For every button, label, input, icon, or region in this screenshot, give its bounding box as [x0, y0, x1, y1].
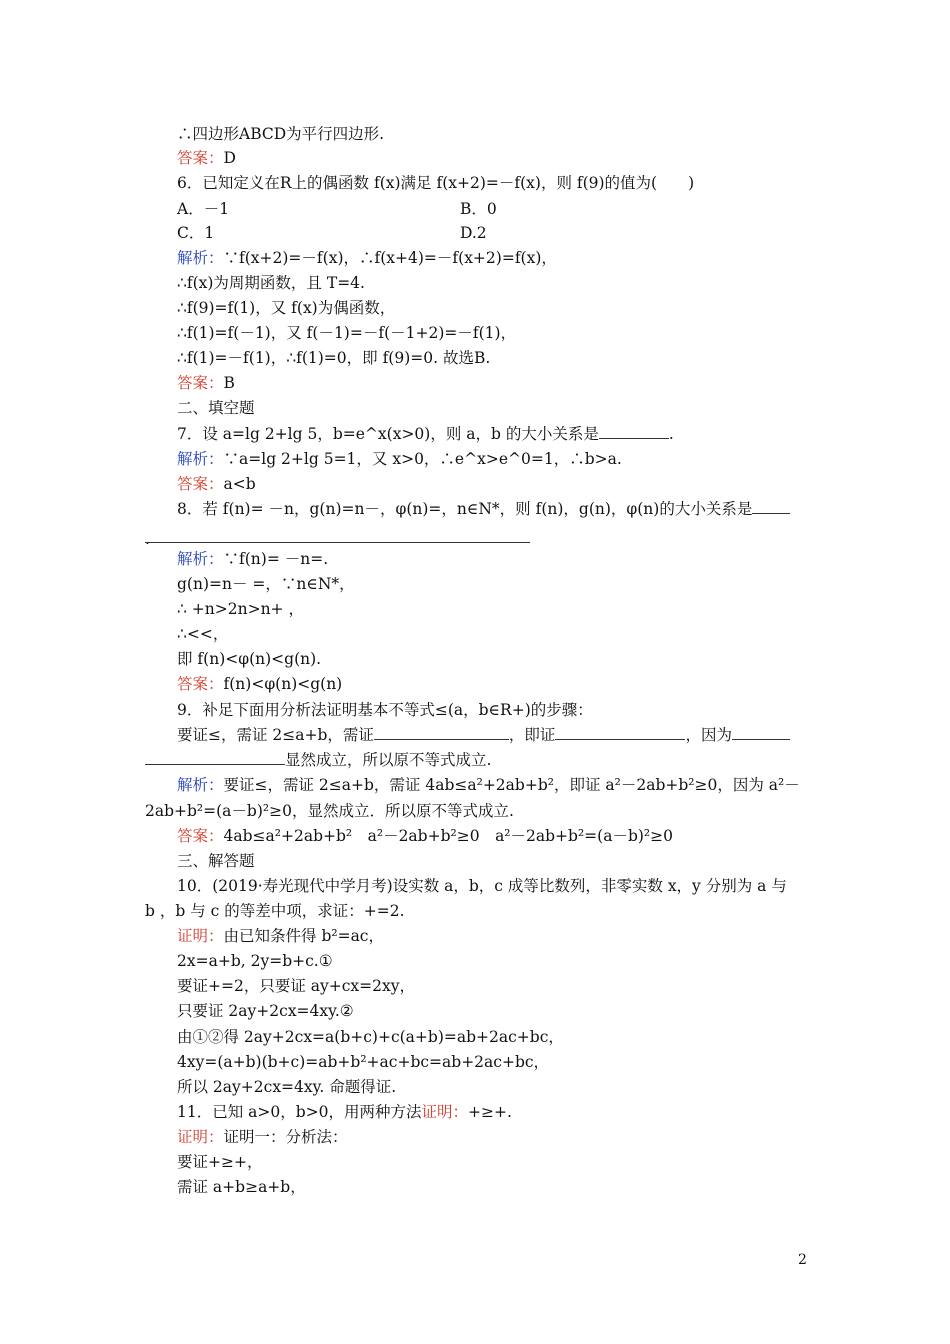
- text-segment: 7．设 a=lg 2+lg 5，b=e^x(x>0)，则 a，b 的大小关系是: [177, 425, 599, 443]
- fill-in-blank: [145, 749, 285, 765]
- text-segment: 4ab≤a²+2ab+b² a²－2ab+b²≥0 a²－2ab+b²=(a－b)²≥0: [223, 827, 673, 845]
- text-segment: 6．已知定义在R上的偶函数 f(x)满足 f(x+2)=－f(x)，则 f(9)的值为( ): [177, 174, 695, 192]
- text-segment: ∵f(n)= －n=.: [223, 550, 329, 568]
- text-line: [177, 1151, 262, 1173]
- text-line: [177, 875, 787, 897]
- fill-in-blank: [752, 498, 790, 514]
- answer-label: 答案：: [177, 675, 224, 693]
- text-line: [177, 347, 490, 369]
- text-line: [177, 648, 321, 670]
- text-segment: ，因为: [685, 726, 732, 744]
- text-line: [177, 222, 487, 244]
- text-segment: 4xy=(a+b)(b+c)=ab+b²+ac+bc=ab+2ac+bc，: [177, 1053, 550, 1071]
- text-line: [177, 925, 384, 947]
- text-segment: 由已知条件得 b²=ac，: [223, 927, 384, 945]
- text-line: [177, 1101, 512, 1123]
- text-line: [177, 598, 304, 620]
- text-line: [145, 800, 514, 822]
- text-segment: 显然成立，所以原不等式成立.: [285, 751, 492, 769]
- text-line: [177, 423, 674, 445]
- text-line: [177, 498, 790, 520]
- text-line: [177, 673, 342, 695]
- answer-label: 证明：: [177, 927, 224, 945]
- text-line: [177, 123, 384, 145]
- text-segment: .: [668, 425, 674, 443]
- text-segment: C．1: [177, 224, 215, 242]
- text-segment: 由①②得 2ay+2cx=a(b+c)+c(a+b)=ab+2ac+bc，: [177, 1028, 564, 1046]
- text-line: [177, 372, 235, 394]
- text-segment: D.2: [460, 224, 487, 242]
- text-segment: 证明一：分析法：: [223, 1128, 348, 1146]
- answer-label: 答案：: [177, 827, 224, 845]
- text-segment: 2ab+b²=(a－b)²≥0，显然成立．所以原不等式成立.: [145, 802, 514, 820]
- fill-in-blank: [374, 724, 509, 740]
- text-line: [177, 1076, 396, 1098]
- text-line: [177, 1026, 564, 1048]
- text-line: [177, 272, 365, 294]
- text-line: [177, 172, 694, 194]
- text-segment: 三、解答题: [177, 852, 255, 870]
- text-segment: ，即证: [508, 726, 556, 744]
- text-segment: B．0: [460, 200, 497, 218]
- text-line: [177, 473, 256, 495]
- text-line: [177, 448, 622, 470]
- text-segment: 8．若 f(n)= －n，g(n)=n－，φ(n)=，n∈N*，则 f(n)，g(n)，φ(n)的大小关系是: [177, 500, 753, 518]
- text-line: [177, 198, 497, 220]
- text-segment: +≥+.: [468, 1103, 512, 1121]
- text-segment: ∵f(x+2)=－f(x)，∴f(x+4)=－f(x+2)=f(x)，: [223, 249, 557, 267]
- answer-label: 证明：: [177, 1128, 224, 1146]
- text-line: [177, 397, 255, 419]
- text-segment: 11．已知 a>0，b>0，用两种方法: [177, 1103, 422, 1121]
- text-segment: ∵a=lg 2+lg 5=1，又 x>0，∴e^x>e^0=1，∴b>a.: [223, 450, 622, 468]
- text-segment: ∴f(1)=f(－1)，又 f(－1)=－f(－1+2)=－f(1)，: [177, 324, 517, 342]
- text-segment: ∴f(9)=f(1)，又 f(x)为偶函数，: [177, 299, 396, 317]
- text-segment: A．－1: [177, 200, 230, 218]
- answer-label: 证明：: [421, 1103, 469, 1121]
- text-segment: B: [223, 374, 235, 392]
- text-segment: 所以 2ay+2cx=4xy. 命题得证.: [177, 1078, 397, 1096]
- text-line: [145, 749, 491, 771]
- text-segment: ∴ +n>2n>n+ ，: [177, 600, 304, 618]
- fill-in-blank: [599, 423, 669, 439]
- analysis-label: 解析：: [177, 249, 224, 267]
- text-segment: 二、填空题: [177, 399, 255, 417]
- text-line: [177, 774, 800, 796]
- text-line: [177, 1126, 348, 1148]
- text-line: [177, 548, 328, 570]
- text-segment: [385, 528, 390, 550]
- text-line: [177, 1176, 306, 1198]
- text-segment: D: [223, 149, 236, 167]
- analysis-label: 解析：: [177, 776, 224, 794]
- text-line: [177, 247, 557, 269]
- text-line: [177, 699, 593, 721]
- text-line: [177, 975, 415, 997]
- text-line: [177, 322, 516, 344]
- text-segment: ∴f(1)=－f(1)，∴f(1)=0，即 f(9)=0. 故选B.: [177, 349, 491, 367]
- text-line: [177, 623, 228, 645]
- text-line: [177, 850, 255, 872]
- text-segment: g(n)=n－ =，∵n∈N*，: [177, 575, 355, 593]
- text-line: [177, 825, 673, 847]
- text-segment: ∴<<，: [177, 625, 229, 643]
- text-segment: 10．(2019·寿光现代中学月考)设实数 a，b，c 成等比数列，非零实数 x，y 分别为 a 与: [177, 877, 787, 895]
- text-line: [177, 1000, 354, 1022]
- text-segment: b ，b 与 c 的等差中项，求证：+=2.: [145, 902, 405, 920]
- text-segment: 要证+=2，只要证 ay+cx=2xy，: [177, 977, 416, 995]
- text-segment: ∴f(x)为周期函数，且 T=4.: [177, 274, 365, 292]
- text-segment: 即 f(n)<φ(n)<g(n).: [177, 650, 322, 668]
- text-segment: 要证+≥+，: [177, 1153, 263, 1171]
- text-segment: 只要证 2ay+2cx=4xy.②: [177, 1002, 354, 1020]
- text-line: [177, 297, 395, 319]
- page-number: 2: [798, 1252, 807, 1268]
- text-line: [177, 573, 355, 595]
- text-line: [145, 528, 150, 550]
- text-segment: 要证≤，需证 2≤a+b，需证 4ab≤a²+2ab+b²，即证 a²－2ab+b²≥0，因为 a²－: [223, 776, 800, 794]
- text-segment: a<b: [223, 475, 256, 493]
- text-line: [177, 724, 790, 746]
- text-segment: f(n)<φ(n)<g(n): [223, 675, 343, 693]
- text-line: [177, 950, 333, 972]
- answer-label: 答案：: [177, 475, 224, 493]
- answer-label: 答案：: [177, 374, 224, 392]
- fill-in-blank: [555, 724, 685, 740]
- text-line: [177, 1051, 549, 1073]
- text-segment: .: [145, 530, 150, 548]
- analysis-label: 解析：: [177, 450, 224, 468]
- text-segment: 要证≤，需证 2≤a+b，需证: [177, 726, 374, 744]
- text-segment: 2x=a+b, 2y=b+c.①: [177, 952, 333, 970]
- text-segment: 9．补足下面用分析法证明基本不等式≤(a，b∈R+)的步骤：: [177, 701, 593, 719]
- answer-blank-line: [145, 542, 530, 543]
- fill-in-blank: [732, 724, 790, 740]
- text-segment: 需证 a+b≥a+b，: [177, 1178, 306, 1196]
- text-line: [177, 147, 236, 169]
- answer-label: 答案：: [177, 149, 224, 167]
- text-line: [145, 900, 405, 922]
- analysis-label: 解析：: [177, 550, 224, 568]
- text-segment: ∴四边形ABCD为平行四边形.: [177, 125, 385, 143]
